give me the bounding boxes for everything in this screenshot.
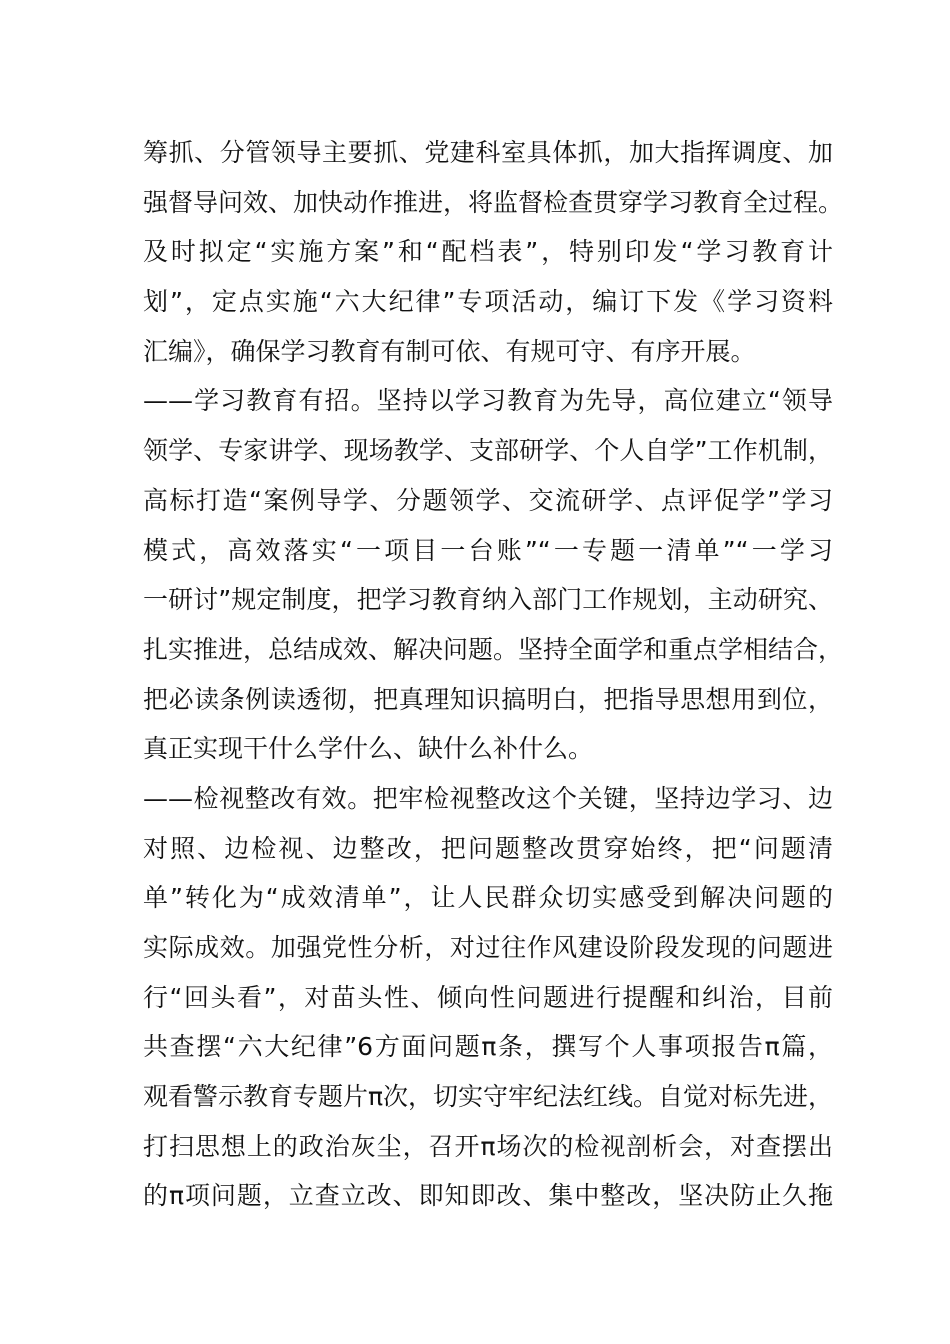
text-line: 领学、专家讲学、现场教学、支部研学、个人自学”工作机制， xyxy=(143,436,833,466)
text-line: 强督导问效、加快动作推进，将监督检查贯穿学习教育全过程。 xyxy=(143,187,844,217)
text-line: 及时拟定“实施方案”和“配档表”，特别印发“学习教育计 xyxy=(143,237,833,267)
text-line: 观看警示教育专题片π次，切实守牢纪法红线。自觉对标先进， xyxy=(143,1082,834,1112)
body-text xyxy=(143,128,844,1221)
text-line: ——检视整改有效。把牢检视整改这个关键，坚持边学习、边 xyxy=(143,783,833,813)
text-line: 汇编》，确保学习教育有制可依、有规可守、有序开展。 xyxy=(143,336,756,366)
text-line: 把必读条例读透彻，把真理知识搞明白，把指导思想用到位， xyxy=(143,684,833,714)
text-line: 扎实推进，总结成效、解决问题。坚持全面学和重点学相结合， xyxy=(143,634,844,664)
text-line: 真正实现干什么学什么、缺什么补什么。 xyxy=(143,734,594,764)
text-line: ——学习教育有招。坚持以学习教育为先导，高位建立“领导 xyxy=(143,386,833,416)
text-line: 打扫思想上的政治灰尘，召开π场次的检视剖析会，对查摆出 xyxy=(143,1131,833,1161)
text-line: 行“回头看”，对苗头性、倾向性问题进行提醒和纠治，目前 xyxy=(143,982,833,1012)
text-line: 模式，高效落实“一项目一台账”“一专题一清单”“一学习 xyxy=(143,535,833,565)
text-line: 的π项问题，立查立改、即知即改、集中整改，坚决防止久拖 xyxy=(143,1181,833,1211)
text-line: 共查摆“六大纪律”6方面问题π条，撰写个人事项报告π篇， xyxy=(143,1032,833,1062)
text-line: 一研讨”规定制度，把学习教育纳入部门工作规划，主动研究、 xyxy=(143,585,833,615)
text-line: 划”，定点实施“六大纪律”专项活动，编订下发《学习资料 xyxy=(143,287,833,317)
text-line: 高标打造“案例导学、分题领学、交流研学、点评促学”学习 xyxy=(143,485,833,515)
text-line: 单”转化为“成效清单”，让人民群众切实感受到解决问题的 xyxy=(143,883,833,913)
text-line: 筹抓、分管领导主要抓、党建科室具体抓，加大指挥调度、加 xyxy=(143,138,833,167)
text-line: 对照、边检视、边整改，把问题整改贯穿始终，把“问题清 xyxy=(143,833,833,863)
text-line: 实际成效。加强党性分析，对过往作风建设阶段发现的问题进 xyxy=(143,933,833,962)
